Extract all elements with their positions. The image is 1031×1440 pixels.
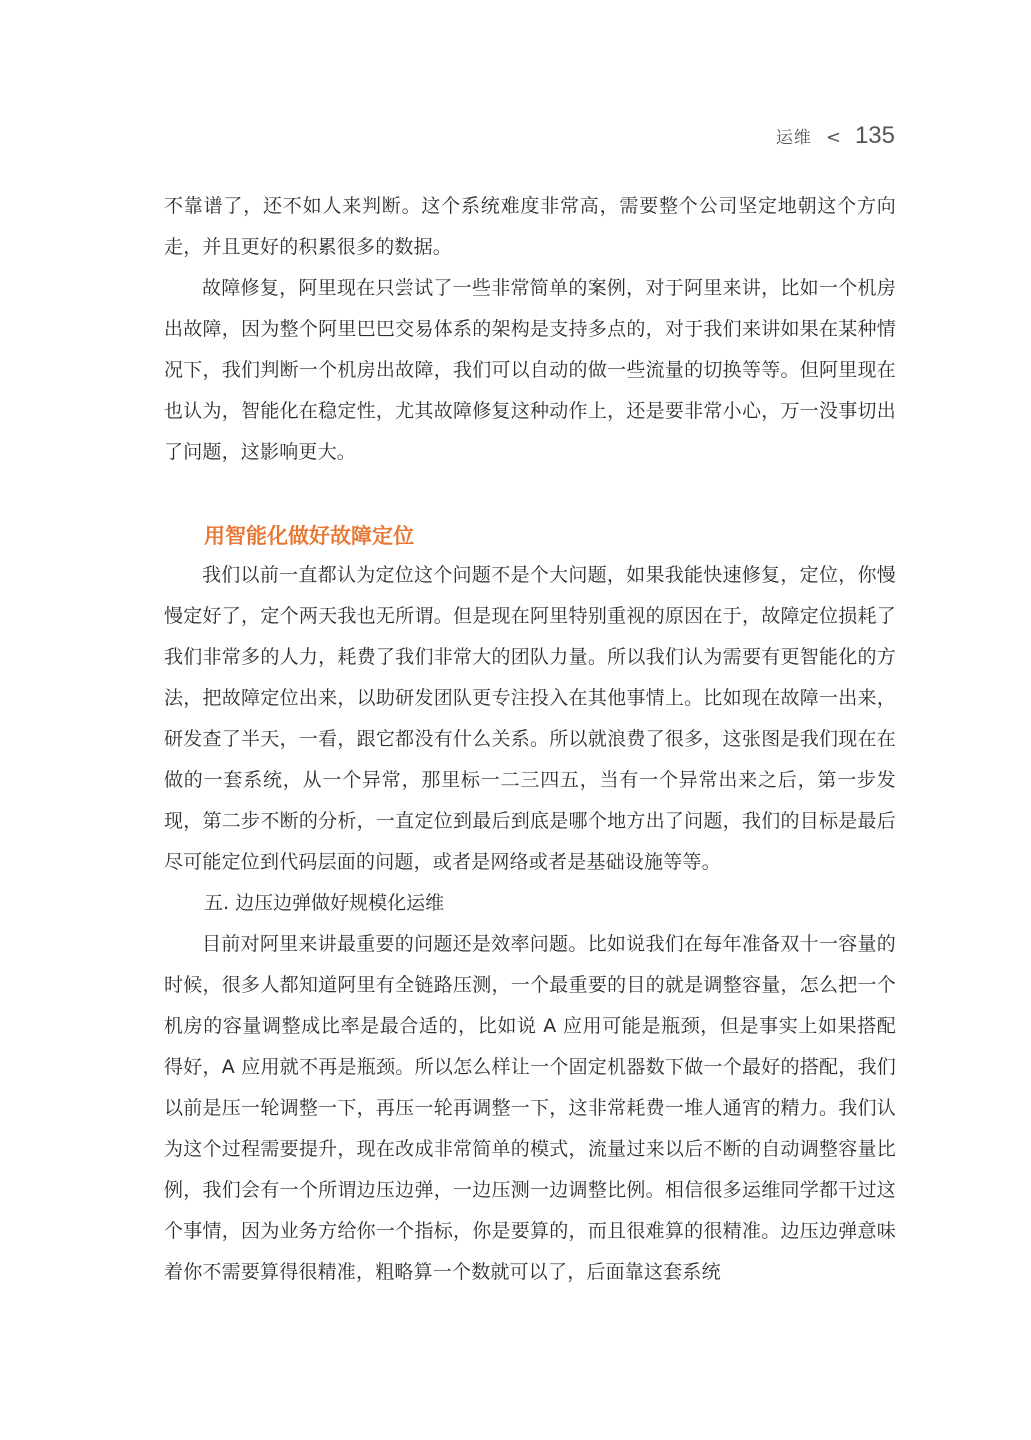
- paragraph-4: 目前对阿里来讲最重要的问题还是效率问题。比如说我们在每年准备双十一容量的时候，很多人都知道阿里有全链路压测，一个最重要的目的就是调整容量，怎么把一个机房的容量调整成比率是最合适的，比如说 A 应用可能是瓶颈，但是事实上如果搭配得好，A 应用就不再是瓶颈。所以怎么样让一个固定机器数下做一个最好的搭配，我们以前是压一轮调整一下，再压一轮再调整一下，这非常耗费一堆人通宵的精力。我们认为这个过程需要提升，现在改成非常简单的模式，流量过来以后不断的自动调整容量比例，我们会有一个所谓边压边弹，一边压测一边调整比例。相信很多运维同学都干过这个事情，因为业务方给你一个指标，你是要算的，而且很难算的很精准。边压边弹意味着你不需要算得很精准，粗略算一个数就可以了，后面靠这套系统: [164, 933, 896, 1283]
- page-header: [776, 122, 895, 150]
- paragraph-3: 我们以前一直都认为定位这个问题不是个大问题，如果我能快速修复，定位，你慢慢定好了，定个两天我也无所谓。但是现在阿里特别重视的原因在于，故障定位损耗了我们非常多的人力，耗费了我们非常大的团队力量。所以我们认为需要有更智能化的方法，把故障定位出来，以助研发团队更专注投入在其他事情上。比如现在故障一出来，研发查了半天，一看，跟它都没有什么关系。所以就浪费了很多，这张图是我们现在在做的一套系统，从一个异常，那里标一二三四五，当有一个异常出来之后，第一步发现，第二步不断的分析，一直定位到最后到底是哪个地方出了问题，我们的目标是最后尽可能定位到代码层面的问题，或者是网络或者是基础设施等等。: [164, 564, 896, 873]
- header-separator: <: [825, 127, 841, 148]
- paragraph-2: 故障修复，阿里现在只尝试了一些非常简单的案例，对于阿里来讲，比如一个机房出故障，因为整个阿里巴巴交易体系的架构是支持多点的，对于我们来讲如果在某种情况下，我们判断一个机房出故障，我们可以自动的做一些流量的切换等等。但阿里现在也认为，智能化在稳定性，尤其故障修复这种动作上，还是要非常小心，万一没事切出了问题，这影响更大。: [164, 277, 896, 463]
- paragraph-1: 不靠谱了，还不如人来判断。这个系统难度非常高，需要整个公司坚定地朝这个方向走，并且更好的积累很多的数据。: [164, 195, 896, 258]
- section-label: 运维: [775, 128, 812, 148]
- page-number: 135: [854, 122, 895, 149]
- page-body: [164, 186, 896, 1293]
- section-heading: 用智能化做好故障定位: [204, 524, 414, 548]
- subheading: 五. 边压边弹做好规模化运维: [204, 892, 445, 914]
